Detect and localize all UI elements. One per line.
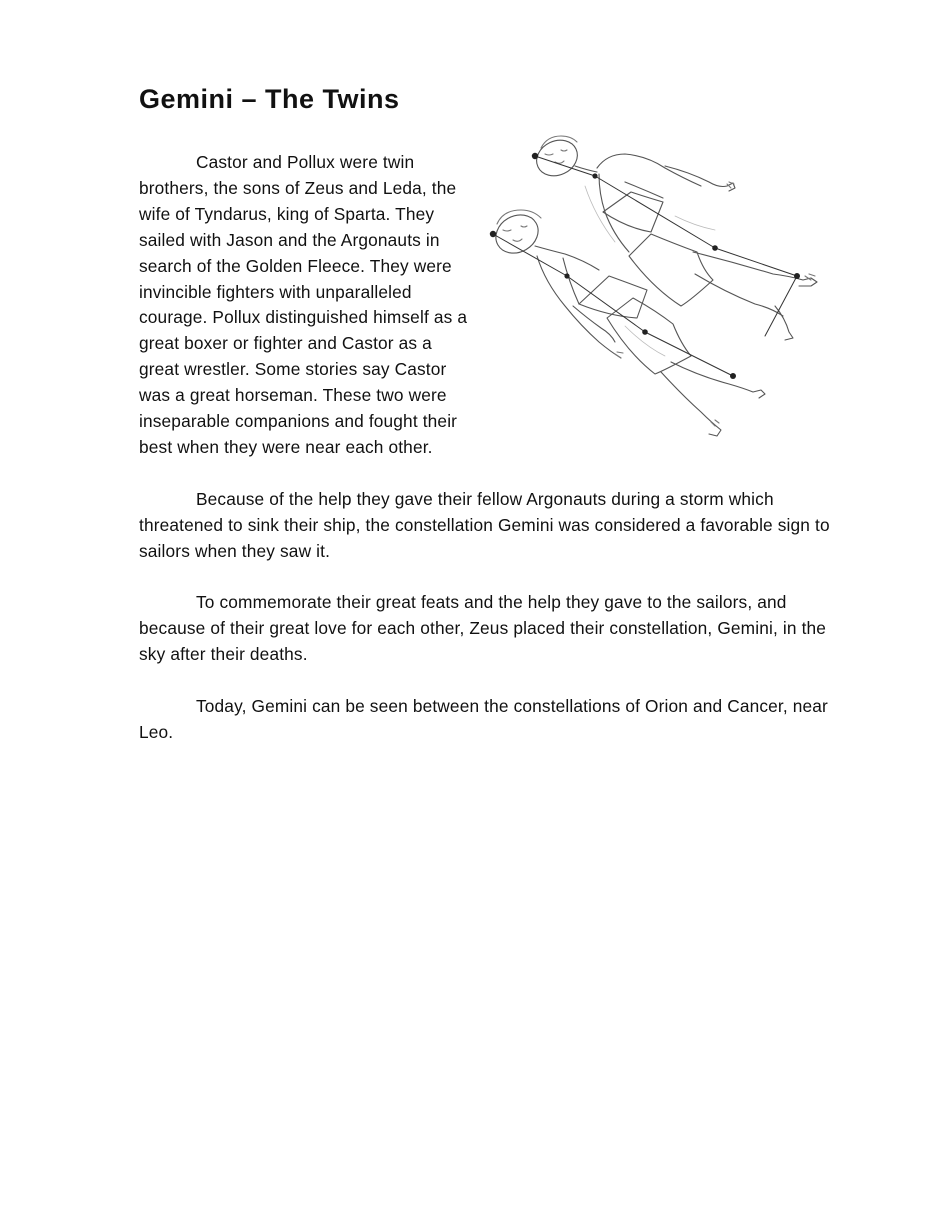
gemini-twins-drawing xyxy=(475,126,835,438)
document-body xyxy=(139,150,835,772)
lower-twin-figure xyxy=(489,207,765,436)
upper-twin-figure xyxy=(531,134,817,340)
page-title: Gemini – The Twins xyxy=(139,84,400,114)
paragraph-location: Today, Gemini can be seen between the constellations of Orion and Cancer, near Leo. xyxy=(139,695,828,742)
paragraph-sailors-sign: Because of the help they gave their fellow Argonauts during a storm which threatened to sink their ship, the constellation Gemini was considered a favorable sign to sailors when they saw it. xyxy=(139,488,830,561)
paragraph-commemoration: To commemorate their great feats and the help they gave to the sailors, and because of their great love for each other, Zeus placed their constellation, Gemini, in the sky after their deaths. xyxy=(139,592,827,665)
paragraph-castor-pollux: Castor and Pollux were twin brothers, the sons of Zeus and Leda, the wife of Tyndarus, king of Sparta. They sailed with Jason and the Argonauts in search of the Golden Fleece. They were invincible fighters with unparalleled courage. Pollux distinguished himself as a great boxer or fighter and Castor as a great wrestler. Some stories say Castor was a great horseman. These two were inseparable companions and fought their best when they were near each other. xyxy=(139,152,468,457)
